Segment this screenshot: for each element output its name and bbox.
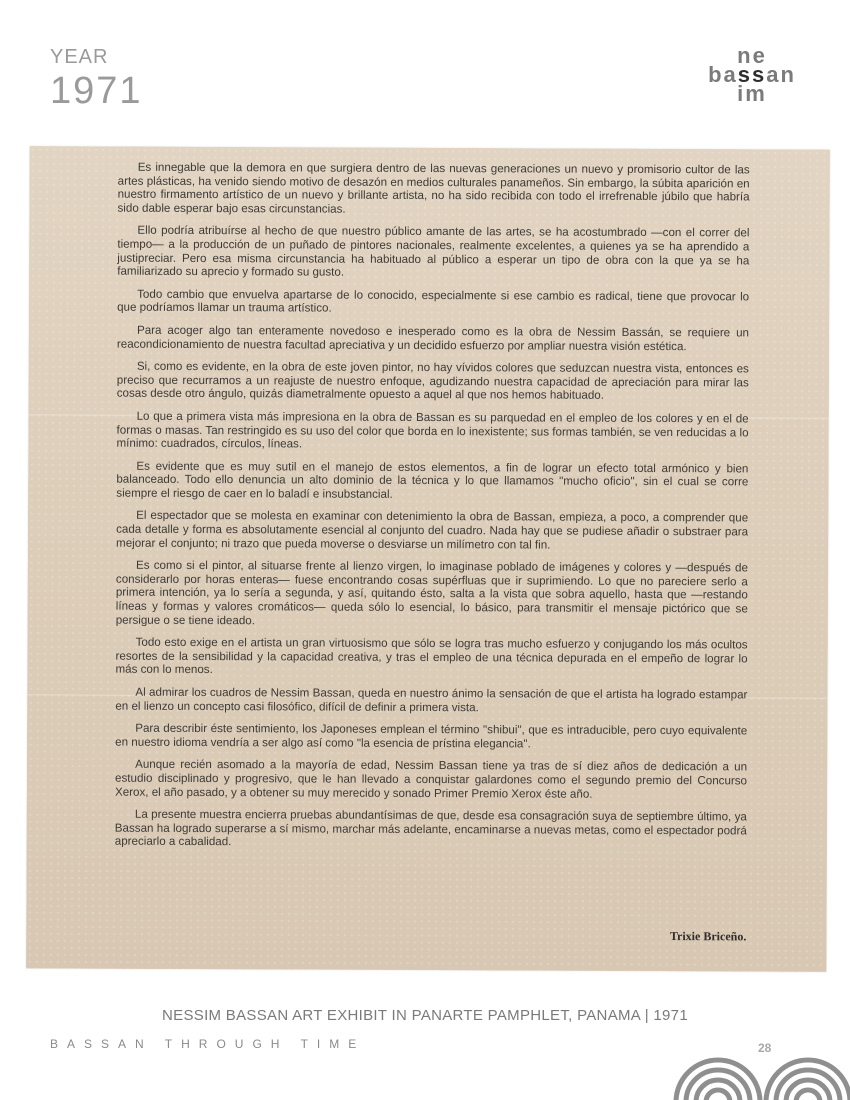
- year-value: 1971: [50, 70, 143, 112]
- pamphlet-scan: [26, 146, 830, 971]
- paragraph: Es innegable que la demora en que surgiera dentro de las nuevas generaciones un nuevo y promisorio cultor de las artes plásticas, ha venido siendo motivo de desazón en medios culturales panameños. Sin embargo, la súbita aparición en nuestro firmamento artístico de un nuevo y brillante artista, no ha sido recibida con todo el irrefrenable júbilo que habría sido dable esperar bajo esas circunstancias.: [117, 160, 750, 216]
- footer-title: BASSAN THROUGH TIME: [50, 1037, 366, 1051]
- paragraph: Lo que a primera vista más impresiona en la obra de Bassan es su parquedad en el empleo de los colores y en el de formas o masas. Tan restringido es su uso del color que borda en lo inexistente; sus formas también, se ven reducidas a lo mínimo: cuadrados, círculos, líneas.: [116, 409, 749, 451]
- logo-line-3: im: [737, 81, 767, 106]
- paragraph: El espectador que se molesta en examinar con detenimiento la obra de Bassan, empieza, a poco, a comprender que cada detalle y forma es absolutamente esencial al conjunto del cuadro. Nada hay que se pudiese añadir o substraer para mejorar el conjunto; ni trazo que pueda moverse o desviarse un milímetro con tal fin.: [116, 509, 749, 552]
- logo-line-2-start: ba: [708, 62, 738, 87]
- image-caption: NESSIM BASSAN ART EXHIBIT IN PANARTE PAMPHLET, PANAMA | 1971: [162, 1007, 688, 1024]
- paragraph: Todo cambio que envuelva apartarse de lo conocido, especialmente si ese cambio es radical, tiene que provocar lo que podríamos llamar un trauma artístico.: [117, 287, 750, 315]
- paragraph: Aunque recién asomado a la mayoría de edad, Nessim Bassan tiene ya tras de sí diez años de dedicación a un estudio disciplinado y progresivo, que le han llevado a conquistar galardones como el segundo premio del Concurso Xerox, el año pasado, y a obtener su muy merecido y sonado Primer Premio Xerox éste año.: [114, 758, 748, 801]
- paragraph: Todo esto exige en el artista un gran virtuosismo que sólo se logra tras mucho esfuerzo y conjugando los más ocultos resortes de la sensibilidad y la capacidad creativa, y tras el empleo de una técnica depurada en el empeño de lograr lo más con lo menos.: [115, 635, 748, 677]
- paragraph: Si, como es evidente, en la obra de este joven pintor, no hay vívidos colores que seduzcan nuestra vista, entonces es preciso que recurramos a un reajuste de nuestro enfoque, agudizando nuestra capacidad de apreciación para mirar las cosas desde otro ángulo, quizás diametralmente opuesto a aquel al que nos hemos habituado.: [116, 359, 749, 403]
- year-label: YEAR: [50, 46, 109, 68]
- logo-line-2-end: an: [766, 62, 796, 87]
- paragraph: Es evidente que es muy sutil en el manejo de estos elementos, a fin de lograr un efecto total armónico y bien balanceado. Todo ello denuncia un alto dominio de la técnica y lo que llamamos "mucho oficio", sin el cual se corre siempre el riesgo de caer en lo baladí e insubstancial.: [116, 459, 749, 501]
- paragraph: Para describir éste sentimiento, los Japoneses emplean el término "shibui", que es intraducible, pero cuyo equivalente en nuestro idioma vendría a ser algo así como "la esencia de prístina elegancia".: [115, 721, 748, 751]
- paragraph: La presente muestra encierra pruebas abundantísimas de que, desde esa consagración suya de septiembre último, ya Bassan ha logrado superarse a sí mismo, marchar más adelante, encaminarse a nuevas metas, como el espectador podrá apreciarlo a cabalidad.: [114, 807, 747, 849]
- decorative-arcs-icon: [670, 1050, 850, 1100]
- brand-logo: [700, 43, 804, 106]
- paragraph: Al admirar los cuadros de Nessim Bassan, queda en nuestro ánimo la sensación de que el artista ha logrado estampar en el lienzo un concepto casi filosófico, difícil de definir a primera vista.: [115, 685, 748, 714]
- paragraph: Ello podría atribuírse al hecho de que nuestro público amante de las artes, se ha acostumbrado —con el correr del tiempo— a la producción de un puñado de pintores nacionales, realmente excelentes, a quienes ya se ha aprendido a justipreciar. Pero esa misma circunstancia ha habituado al público a esperar un tipo de obra con la que ya se ha familiarizado su aprecio y formado su gusto.: [117, 224, 750, 279]
- signature: Trixie Briceño.: [669, 929, 747, 944]
- logo-line-2-mid: ss: [737, 62, 767, 87]
- paragraph: Es como si el pintor, al situarse frente al lienzo virgen, lo imaginase poblado de imágenes y colores y —después de considerarlo por horas enteras— fuese encontrando cosas supérfluas que ir suprimiendo. Lo que no pareciere serlo a primera intención, ya lo sería a segunda, y así, quitando ésto, salta a la vista que sobra aquello, hasta que —restando líneas y formas y valores cromáticos— queda sólo lo esencial, lo básico, para transmitir el mensaje pictórico que se persigue o se tiene ideado.: [115, 558, 748, 627]
- pamphlet-text: [115, 161, 750, 861]
- page-number: 28: [758, 1041, 772, 1055]
- logo-line-1: ne: [737, 43, 767, 68]
- paragraph: Para acoger algo tan enteramente novedoso e inesperado como es la obra de Nessim Bassán, se requiere un reacondicionamiento de nuestra facultad apreciativa y un decidido esfuerzo por ampliar nuestra visión estética.: [116, 323, 750, 353]
